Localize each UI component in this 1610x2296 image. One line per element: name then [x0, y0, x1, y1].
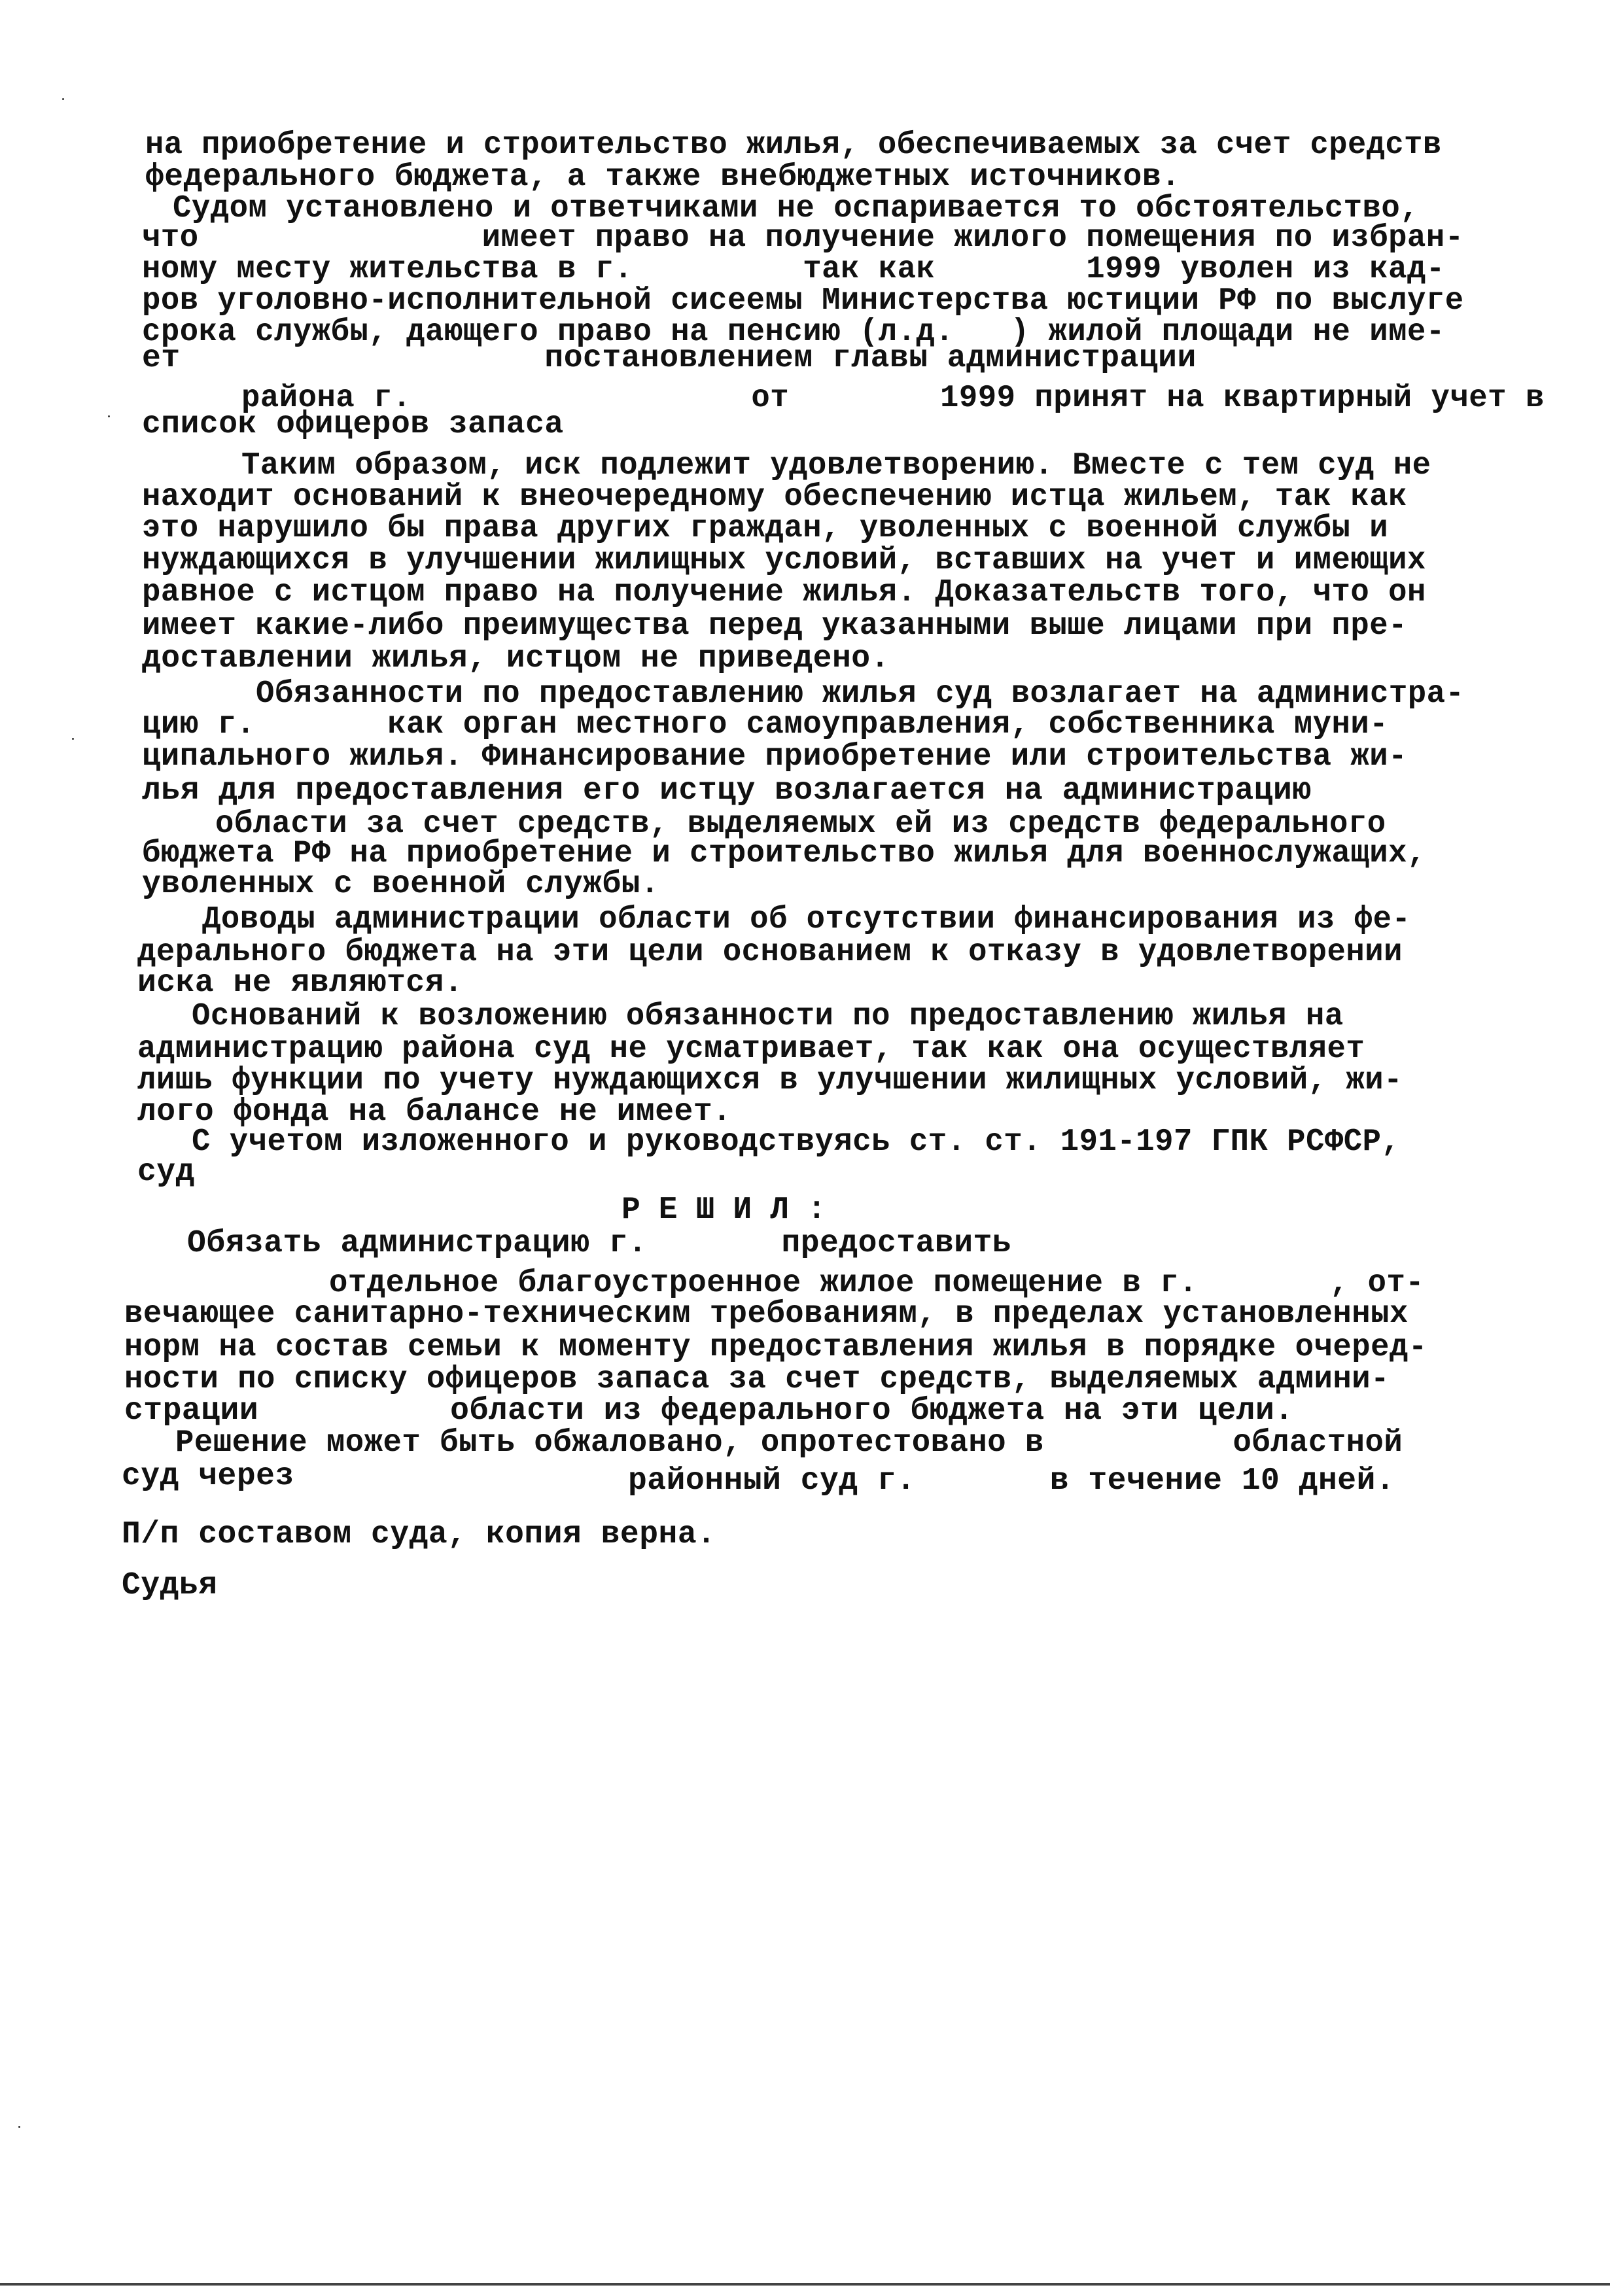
text-line: федерального бюджета, а также внебюджетных источников. [145, 160, 1181, 195]
scan-edge-line [0, 2283, 1610, 2286]
text-line: равное с истцом право на получение жилья. Доказательств того, что он [142, 575, 1426, 610]
text-line: ет постановлением главы администрации [142, 341, 1197, 376]
text-line: Решение может быть обжаловано, опротестовано в областной [175, 1425, 1403, 1461]
text-line: районный суд г. в течение 10 дней. [628, 1463, 1395, 1499]
text-line: ности по списку офицеров запаса за счет средств, выделяемых админи- [124, 1362, 1390, 1397]
text-line: имеет какие-либо преимущества перед указанными выше лицами при пре- [142, 608, 1407, 644]
scan-speck [62, 98, 64, 100]
text-line: нуждающихся в улучшении жилищных условий, вставших на учет и имеющих [142, 543, 1426, 578]
scan-speck [72, 738, 74, 740]
text-line: суд [137, 1155, 195, 1190]
text-line: срока службы, дающего право на пенсию (л.д. ) жилой площади не име- [142, 315, 1445, 350]
text-line: бюджета РФ на приобретение и строительство жилья для военнослужащих, [142, 836, 1426, 871]
text-line: вечающее санитарно-техническим требованиям, в пределах установленных [124, 1296, 1409, 1332]
text-line: ципального жилья. Финансирование приобретение или строительства жи- [142, 739, 1407, 774]
text-line: администрацию района суд не усматривает, так как она осуществляет [137, 1032, 1365, 1067]
text-line: суд через [122, 1459, 294, 1494]
text-line: лья для предоставления его истцу возлагается на администрацию [142, 773, 1312, 809]
text-line: лишь функции по учету нуждающихся в улучшении жилищных условий, жи- [137, 1063, 1403, 1098]
text-line: С учетом изложенного и руководствуясь ст. ст. 191-197 ГПК РСФСР, [192, 1124, 1401, 1160]
text-line: норм на состав семьи к моменту предоставления жилья в порядке очеред- [124, 1330, 1427, 1365]
text-line: района г. от 1999 принят на квартирный учет в [241, 381, 1545, 416]
text-line: отдельное благоустроенное жилое помещение в г. , от- [329, 1266, 1425, 1301]
text-line: Судом установлено и ответчиками не оспаривается то обстоятельство, [173, 191, 1420, 226]
text-line: Обязать администрацию г. предоставить [187, 1226, 1012, 1261]
text-line: Обязанности по предоставлению жилья суд возлагает на администра- [256, 676, 1465, 712]
text-line: цию г. как орган местного самоуправления, собственника муни- [142, 707, 1389, 742]
text-line: ров уголовно-исполнительной сисeемы Министерства юстиции РФ по выслуге [142, 283, 1464, 319]
text-line: доставлении жилья, истцом не приведено. [142, 641, 890, 676]
text-line: дерального бюджета на эти цели основанием к отказу в удовлетворении [137, 935, 1403, 970]
text-line: это нарушило бы права других граждан, уволенных с военной службы и [142, 511, 1389, 546]
text-line: что имеет право на получение жилого помещения по избран- [142, 220, 1464, 256]
text-line: Оснований к возложению обязанности по предоставлению жилья на [192, 999, 1344, 1034]
text-line: на приобретение и строительство жилья, обеспечиваемых за счет средств [145, 128, 1442, 163]
text-line: Таким образом, иск подлежит удовлетворению. Вместе с тем суд не [241, 448, 1431, 483]
text-line: иска не являются. [137, 965, 464, 1001]
text-line: находит оснований к внеочередному обеспечению истца жильем, так как [142, 479, 1407, 515]
text-line: ному месту жительства в г. так как 1999 уволен из кад- [142, 252, 1445, 287]
text-line: области за счет средств, выделяемых ей из средств федерального [215, 807, 1386, 842]
scan-speck [18, 2126, 20, 2128]
text-line: список офицеров запаса [142, 407, 564, 442]
text-line: Доводы администрации области об отсутствии финансирования из фе- [202, 902, 1411, 937]
certification-note: П/п составом суда, копия верна. [122, 1517, 716, 1552]
text-line: уволенных с военной службы. [142, 867, 660, 902]
text-line: лого фонда на балансе не имеет. [137, 1094, 732, 1130]
scan-speck [108, 415, 110, 417]
decision-heading: РЕШИЛ: [621, 1192, 845, 1228]
judge-signature-label: Судья [122, 1568, 218, 1603]
text-line: страции области из федерального бюджета на эти цели. [124, 1393, 1294, 1429]
